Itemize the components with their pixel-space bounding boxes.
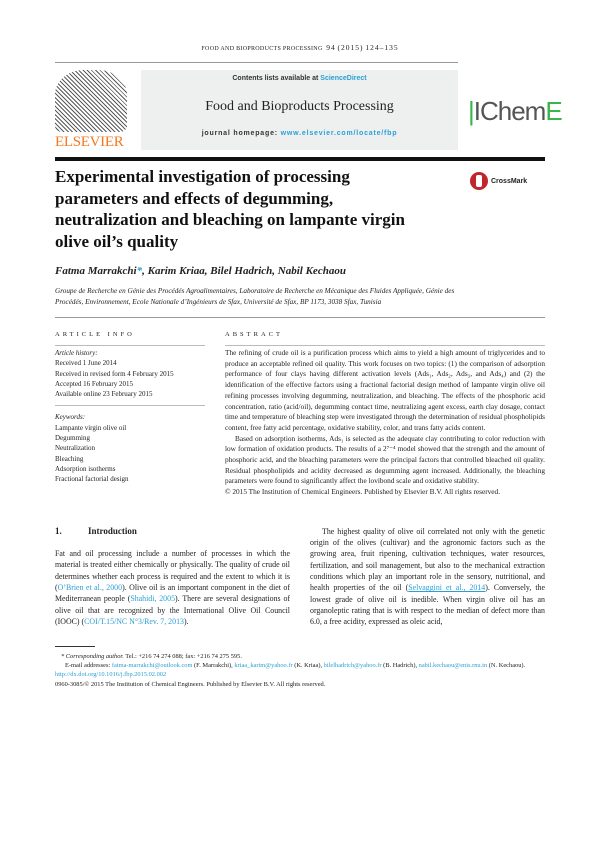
footnotes: * Corresponding author. Tel.: +216 74 274 088; fax: +216 74 275 595. E-mail addresses: fatma-marrakchi@outlook.com (F. Marrakchi), kriaa_karim@yahoo.fr (K. Kriaa), bilelhadrich@yahoo.fr (B. Hadrich), nabil.kechaou@enis.rnu.tn (N. Kechaou). http://dx.doi.org/10.1016/j.fbp.2015.02.002 0960-3085/© 2015 The Institution of Chemical Engineers. Published by Elsevier B.V. All rights reserved. (55, 652, 545, 690)
abstract: The refining of crude oil is a purification process which aims to yield a high amount of triglycerides and to produce an acceptable refined oil quality. This work focuses on two topics: (1) the comparison of adsorption performance of four clays having different activation levels (Ads₁, Ads₂, Ads₃, and Ads₄) and (2) the identification of the effective factors using a fractional factorial design method of lampante virgin olive oil refining processes involving degumming, neutralization, and bleaching. The effects of the phosphoric acid concentration, ratio (acid/oil), degumming contact time, neutralizing agent excess, earth clay dosage, contact time and temperature of bleaching step were investigated through the determination of residual phospholipids content, free fatty acid percentage, oxidative stability, color, and trans fatty acids content. Based on adsorption isotherms, Ads₁ is selected as the adequate clay contributing to color reduction with low formation of oxidation products. The results of a 2⁷⁻⁴ model showed that the strength and the amount of phosphoric acid, and the bleaching parameters were the principal factors that controlled bleached oil quality. Residual phospholipids and acidity decreased as degumming agent increased. Additionally, the bleaching parameters were found to significantly affect the lovibond scale and oxidative stability. © 2015 The Institution of Chemical Engineers. Published by Elsevier B.V. All rights reserved. (225, 345, 545, 498)
citation-link[interactable]: COI/T.15/NC N°3/Rev. 7, 2013 (84, 616, 184, 626)
divider (55, 317, 545, 318)
abstract-heading: ABSTRACT (225, 331, 283, 338)
footnote-divider (55, 646, 95, 647)
issn-copyright: 0960-3085/© 2015 The Institution of Chemical Engineers. Published by Elsevier B.V. All rights reserved. (55, 680, 326, 688)
body-column-right: The highest quality of olive oil correlated not only with the genetic origin of the olives (cultivar) and the agronomic factors such as the growing area, fruit ripening, cultivation techniques, water resources, fertilization, and soil management, but also to the mechanical extraction conditions which play an important role in the sensory, nutritional, and health properties of the oil (Selvaggini et al., 2014). Conversely, the lowest grade of olive oil is inedible. When virgin olive oil has an organoleptic rating that is with respect to the median of defect more than 6.0, a free acidity, expressed as oleic acid, (310, 526, 545, 627)
citation-link[interactable]: Selvaggini et al., 2014 (408, 583, 486, 593)
keyword: Neutralization (55, 444, 96, 453)
sciencedirect-link[interactable]: ScienceDirect (320, 75, 367, 82)
article-info-heading: ARTICLE INFO (55, 331, 135, 338)
keyword: Fractional factorial design (55, 475, 129, 484)
elsevier-logo: ELSEVIER (55, 70, 129, 152)
journal-banner: Contents lists available at ScienceDirect Food and Bioproducts Processing journal homepage: www.elsevier.com/locate/fbp (141, 70, 458, 150)
body-column-left: 1. Introduction Fat and oil processing include a number of processes in which the material is treated either chemically or physically. The quality of crude oil determines whether each process is required and the extent to which it is (O’Brien et al., 2000). Olive oil is an important component in the diet of Mediterranean people (Shahidi, 2005). There are several designations of olive oil that are recognized by the International Olive Oil Council (IOOC) (COI/T.15/NC N°3/Rev. 7, 2013). (55, 525, 291, 626)
keyword: Lampante virgin olive oil (55, 423, 127, 432)
corresponding-author-link[interactable]: * (136, 265, 143, 277)
copyright: © 2015 The Institution of Chemical Engineers. Published by Elsevier B.V. All rights reserved. (225, 487, 501, 497)
article-title: Experimental investigation of processing parameters and effects of degumming, neutralization and bleaching on lampante virgin olive oil’s quality (55, 167, 405, 251)
journal-title: Food and Bioproducts Processing (205, 99, 394, 114)
email-link[interactable]: bilelhadrich@yahoo.fr (323, 661, 382, 669)
citation-link[interactable]: O’Brien et al., 2000 (57, 583, 123, 593)
tree-logo-icon (55, 70, 127, 132)
keyword: Degumming (55, 434, 90, 443)
icheme-logo: |IChemE (468, 96, 562, 126)
section-heading: 1. Introduction (55, 525, 137, 536)
homepage-link[interactable]: www.elsevier.com/locate/fbp (280, 130, 398, 137)
article-info: Article history: Received 1 June 2014 Received in revised form 4 February 2015 Accepted 16 February 2015 Available online 23 February 2015 Keywords: Lampante virgin olive oil Degumming Neutralization Bleaching Adsorption isotherms Fractional factorial design (55, 345, 205, 485)
keyword: Bleaching (55, 454, 84, 463)
doi-link[interactable]: http://dx.doi.org/10.1016/j.fbp.2015.02.002 (55, 671, 167, 679)
divider (55, 62, 458, 63)
email-link[interactable]: nabil.kechaou@enis.rnu.tn (418, 661, 488, 669)
divider (55, 157, 545, 161)
crossmark-icon (470, 172, 488, 190)
running-header: FOOD AND BIOPRODUCTS PROCESSING 94 (2015) 124–135 (201, 43, 399, 52)
email-link[interactable]: kriaa_karim@yahoo.fr (234, 661, 293, 669)
article-body (55, 166, 545, 689)
crossmark-button[interactable]: CrossMark (470, 172, 545, 190)
authors: Fatma Marrakchi*, Karim Kriaa, Bilel Hadrich, Nabil Kechaou (55, 265, 346, 277)
citation-link[interactable]: Shahidi, 2005 (130, 594, 176, 604)
keyword: Adsorption isotherms (55, 464, 116, 473)
email-link[interactable]: fatma-marrakchi@outlook.com (111, 661, 193, 669)
affiliation: Groupe de Recherche en Génie des Procédés Agroalimentaires, Laboratoire de Recherche en Mécanique des Fluides Appliquée, Génie des Procédés, Environnement, Ecole Nationale d’Ingénieurs de Sfax, Université de Sfax, BP 1173, 3038 Sfax, Tunisia (55, 287, 455, 306)
